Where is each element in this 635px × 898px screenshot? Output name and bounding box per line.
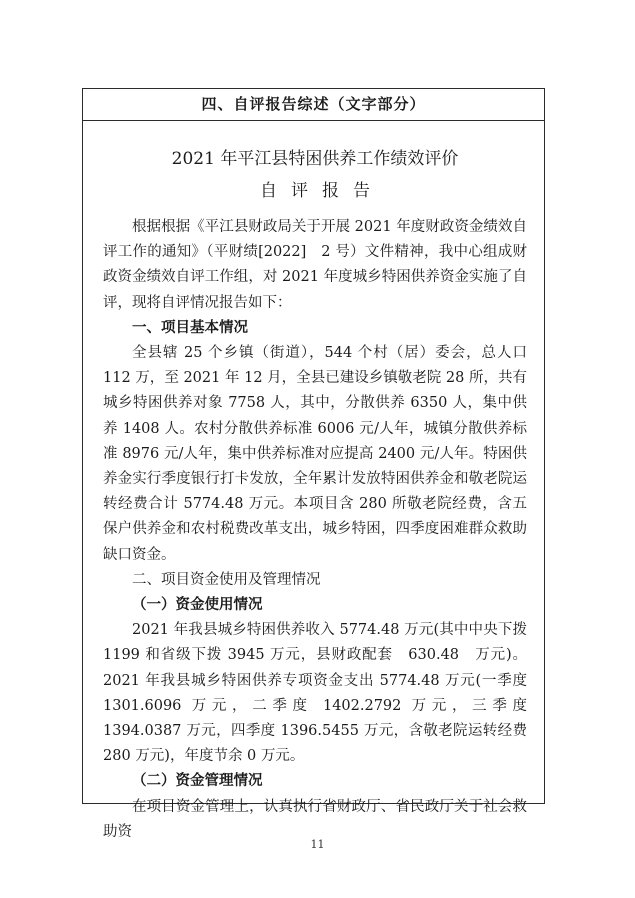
report-title: 2021 年平江县特困供养工作绩效评价 [171,149,459,169]
report-content [103,121,527,845]
funds-heading: 二、项目资金使用及管理情况 [132,571,321,588]
report-subtitle: 自评报告 [260,181,384,201]
page-number: 11 [310,838,325,851]
funds-management-paragraph: 在项目资金管理上，认真执行省财政厅、省民政厅关于社会救助资 [103,798,527,840]
intro-paragraph: 根据根据《平江县财政局关于开展 2021 年度财政资金绩效自评工作的通知》（平财绩[2022] 2 号）文件精神，我中心组成财政资金绩效自评工作组，对 2021 年度城乡特困供养资金实施了自评，现将自评情况报告如下： [103,219,527,311]
basic-info-paragraph: 全县辖 25 个乡镇（街道），544 个村（居）委会，总人口 112 万，至 2021 年 12 月，全县已建设乡镇敬老院 28 所，共有城乡特困供养对象 7758 人，其中，分散供养 6350 人，集中供养 1408 人。农村分散供养标准 6006 元/人年，城镇分散供养标准 8976 元/人年，集中供养标准对应提高 2400 元/人年。特困供养金实行季度银行打卡发放，全年累计发放特困供养金和敬老院运转经费合计 5774.48 万元。本项目含 280 所敬老院经费，含五保户供养金和农村税费改革支出，城乡特困，四季度困难群众救助缺口资金。 [103,345,527,563]
basic-info-heading: 一、项目基本情况 [132,319,248,336]
funds-usage-paragraph: 2021 年我县城乡特困供养收入 5774.48 万元(其中中央下拨 1199 和省级下拨 3945 万元，县财政配套 630.48 万元)。2021 年我县城乡特困供养专项资金支出 5774.48 万元(一季度 1301.6096 万元，二季度 1402.2792 万元，三季度 1394.0387 万元，四季度 1396.5455 万元，含敬老院运转经费 280 万元)，年度节余 0 万元。 [103,622,527,765]
section-header: 四、自评报告综述（文字部分） [83,89,544,121]
funds-management-heading: （二）资金管理情况 [132,773,263,790]
document-frame [82,88,545,840]
funds-usage-heading: （一）资金使用情况 [132,597,263,614]
